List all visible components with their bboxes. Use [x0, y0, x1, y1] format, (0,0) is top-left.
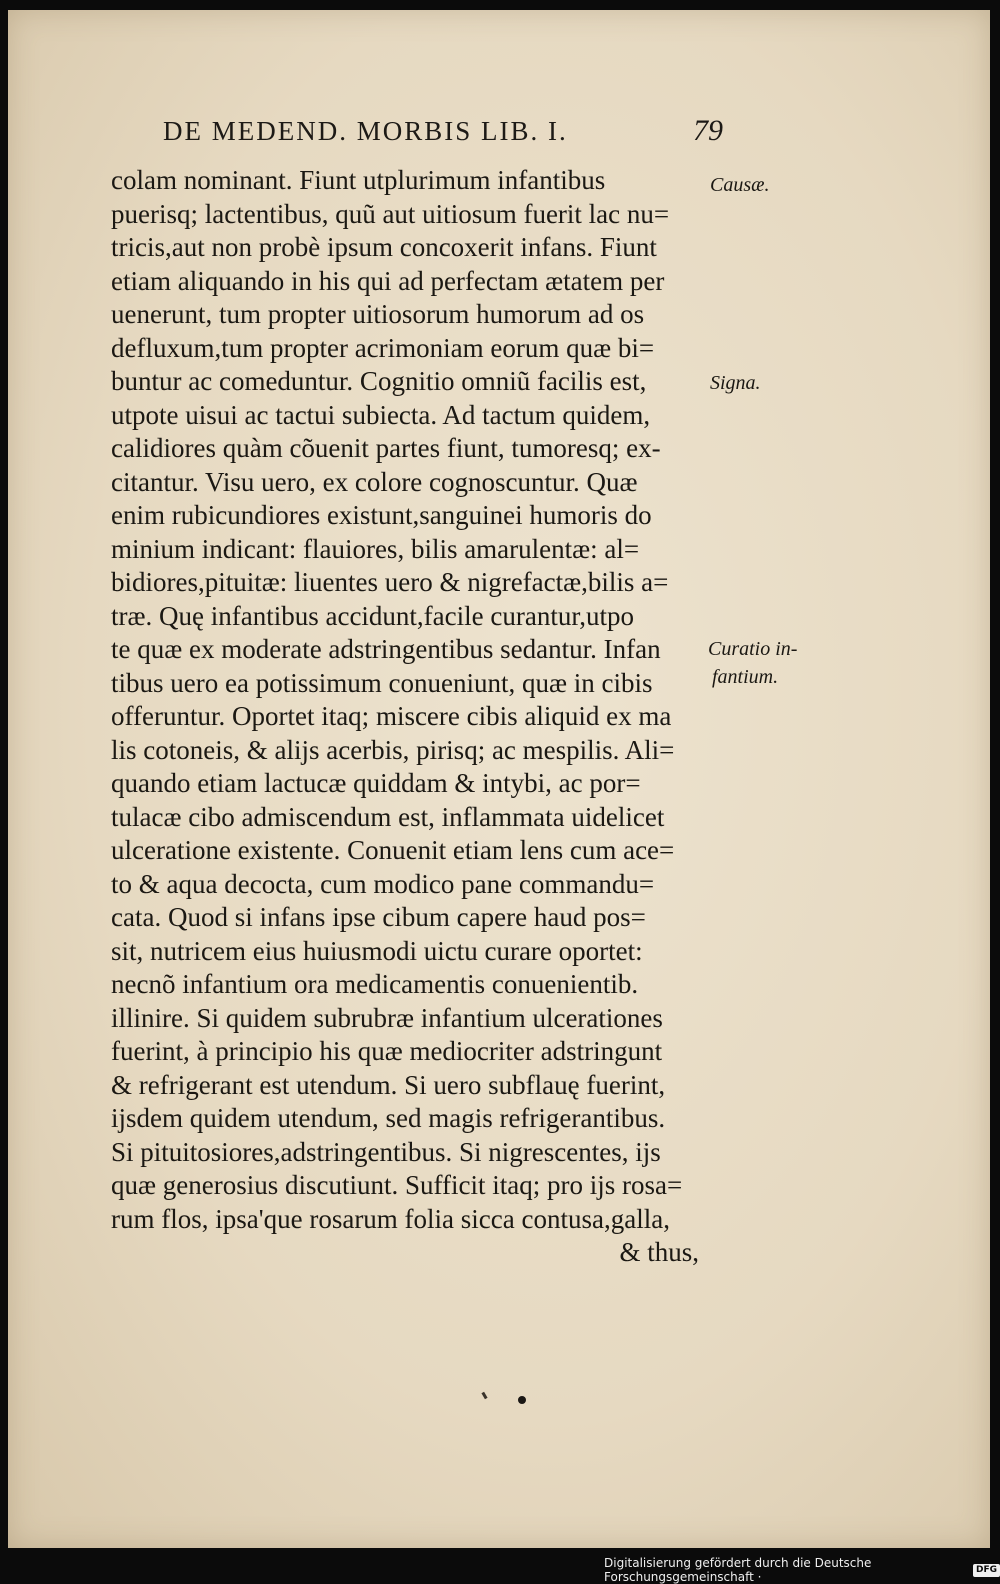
text-line: rum flos, ipsa'que rosarum folia sicca contusa,galla, [111, 1203, 670, 1234]
catchword-line: & thus, [619, 1237, 699, 1267]
text-line: cata. Quod si infans ipse cibum capere haud pos= [111, 902, 646, 932]
text-line: minium indicant: flauiores, bilis amarulentæ: al= [111, 533, 640, 564]
text-line: uenerunt, tum propter uitiosorum humorum ad os [111, 299, 645, 329]
footer-credit: Digitalisierung gefördert durch die Deutsche Forschungsgemeinschaft · [604, 1556, 872, 1584]
text-line: quæ generosius discutiunt. Sufficit itaq; pro ijs rosa= [111, 1170, 683, 1200]
marginal-note-causae: Causæ. [710, 174, 770, 196]
text-line: lis cotoneis, & alijs acerbis, pirisq; ac mespilis. Ali= [111, 734, 675, 765]
text-line: illinire. Si quidem subrubræ infantium ulcerationes [111, 1002, 663, 1033]
ink-dot [518, 1396, 526, 1404]
text-line: Si pituitosiores,adstringentibus. Si nigrescentes, ijs [111, 1136, 661, 1167]
marginal-note-curatio-2: fantium. [712, 666, 779, 688]
marginal-note-signa: Signa. [710, 372, 761, 394]
page-number: 79 [693, 114, 723, 147]
text-line: & refrigerant est utendum. Si uero subflauę fuerint, [111, 1069, 666, 1100]
text-line: defluxum,tum propter acrimoniam eorum quæ bi= [111, 332, 655, 363]
text-line: utpote uisui ac tactui subiecta. Ad tactum quidem, [111, 399, 651, 430]
text-line: tibus uero ea potissimum conueniunt, quæ in cibis [111, 667, 653, 698]
text-line: tulacæ cibo admiscendum est, inflammata uidelicet [111, 801, 665, 832]
text-line: te quæ ex moderate adstringentibus sedantur. Infan [111, 634, 661, 664]
text-line: enim rubicundiores existunt,sanguinei humoris do [111, 500, 652, 530]
text-line: ulceratione existente. Conuenit etiam lens cum ace= [111, 835, 675, 865]
text-line: calidiores quàm cõuenit partes fiunt, tumoresq; ex- [111, 433, 661, 463]
text-line: offeruntur. Oportet itaq; miscere cibis aliquid ex ma [111, 701, 672, 731]
text-line: puerisq; lactentibus, quũ aut uitiosum fuerit lac nu= [111, 198, 670, 229]
ink-mark [481, 1392, 487, 1400]
text-line: necnõ infantium ora medicamentis conuenientib. [111, 969, 639, 999]
dfg-logo: DFG [973, 1564, 1000, 1577]
text-line: citantur. Visu uero, ex colore cognoscuntur. Quæ [111, 466, 638, 497]
text-line: bidiores,pituitæ: liuentes uero & nigrefactæ,bilis a= [111, 567, 669, 597]
page-header [163, 114, 723, 148]
text-line: etiam aliquando in his qui ad perfectam ætatem per [111, 265, 665, 296]
text-line: træ. Quę infantibus accidunt,facile curantur,utpo [111, 600, 634, 631]
running-head: DE MEDEND. MORBIS LIB. I. [163, 116, 568, 146]
body-text [111, 164, 711, 1270]
text-line: to & aqua decocta, cum modico pane commandu= [111, 868, 655, 899]
text-line: buntur ac comeduntur. Cognitio omniũ facilis est, [111, 366, 647, 396]
text-line: colam nominant. Fiunt utplurimum infantibus [111, 165, 606, 195]
text-line: tricis,aut non probè ipsum concoxerit infans. Fiunt [111, 232, 657, 262]
text-line: quando etiam lactucæ quiddam & intybi, ac por= [111, 768, 641, 798]
digitization-footer [604, 1556, 1000, 1584]
text-line: ijsdem quidem utendum, sed magis refrigerantibus. [111, 1103, 666, 1133]
marginal-note-curatio-1: Curatio in- [708, 638, 798, 660]
text-line: fuerint, à principio his quæ mediocriter adstringunt [111, 1036, 663, 1066]
book-page [8, 10, 990, 1548]
text-line: sit, nutricem eius huiusmodi uictu curare oportet: [111, 935, 643, 966]
